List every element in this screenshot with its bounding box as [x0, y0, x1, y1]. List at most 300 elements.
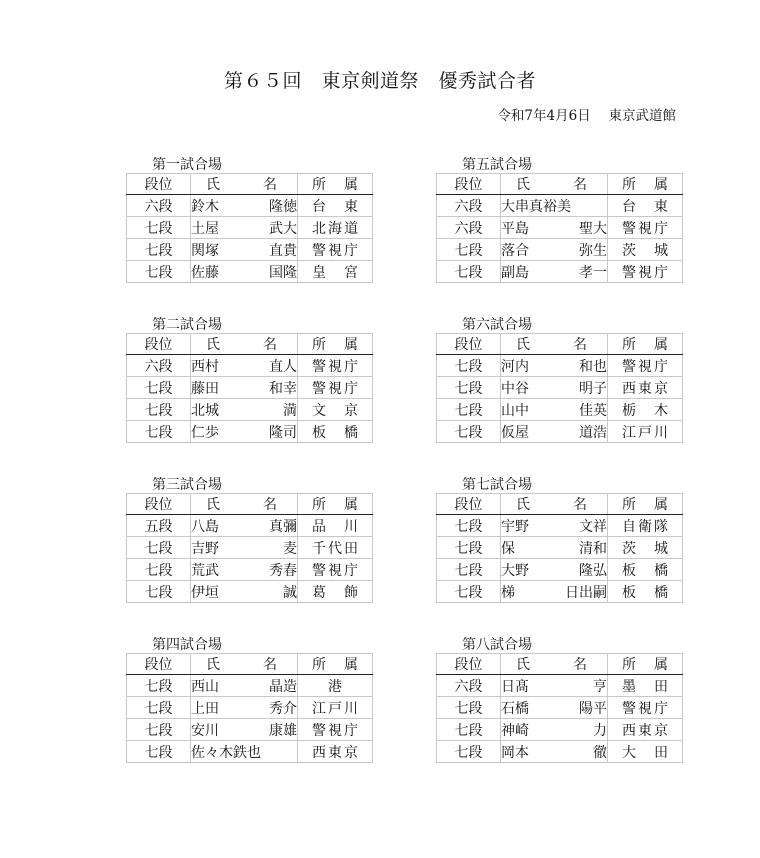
roster-table	[436, 173, 683, 283]
family-name: 西村	[191, 358, 219, 375]
affiliation-cell	[608, 537, 683, 559]
name-cell	[191, 421, 298, 443]
header-row	[127, 654, 373, 675]
affiliation-value: 港	[328, 678, 342, 695]
affiliation-cell	[608, 399, 683, 421]
affiliation-cell	[298, 741, 373, 763]
affiliation-header	[608, 174, 683, 195]
venue-4	[126, 637, 372, 763]
rank-cell: 六段	[127, 355, 191, 377]
affiliation-value: 西東京	[312, 744, 358, 761]
family-name: 西山	[191, 678, 219, 695]
name-cell	[501, 355, 608, 377]
affiliation-cell	[608, 421, 683, 443]
affiliation-cell	[608, 581, 683, 603]
family-name: 岡本	[501, 744, 529, 761]
rank-cell: 七段	[127, 261, 191, 283]
header-row	[127, 334, 373, 355]
family-name: 保	[501, 540, 515, 557]
affiliation-value: 墨 田	[622, 678, 668, 695]
rank-cell: 七段	[127, 741, 191, 763]
header-row	[127, 494, 373, 515]
affiliation-value: 警視庁	[312, 380, 358, 397]
name-header-family: 氏	[206, 657, 220, 673]
page-title: 第６５回 東京剣道祭 優秀試合者	[223, 70, 536, 92]
affiliation-value: 葛 飾	[312, 584, 358, 601]
given-name: 佳英	[579, 402, 607, 419]
venue-name: 第四試合場	[152, 637, 222, 653]
name-header	[501, 334, 608, 355]
affiliation-value: 茨 城	[622, 540, 668, 557]
affiliation-cell	[298, 581, 373, 603]
affiliation-cell	[298, 719, 373, 741]
affiliation-value: 警視庁	[622, 220, 668, 237]
table-row	[127, 261, 373, 283]
venue-6	[436, 317, 682, 443]
affiliation-header-label: 所 属	[312, 177, 358, 193]
venue-name: 第七試合場	[462, 477, 532, 493]
name-cell	[191, 217, 298, 239]
rank-header: 段位	[127, 174, 191, 195]
venue-7	[436, 477, 682, 603]
given-name: 麦	[283, 540, 297, 557]
table-row	[437, 515, 683, 537]
affiliation-value: 警視庁	[312, 358, 358, 375]
rank-cell: 七段	[127, 559, 191, 581]
table-row	[127, 675, 373, 697]
affiliation-cell	[298, 421, 373, 443]
affiliation-cell	[298, 355, 373, 377]
rank-header: 段位	[127, 334, 191, 355]
family-name: 石橋	[501, 700, 529, 717]
given-name: 道浩	[579, 424, 607, 441]
table-row	[437, 217, 683, 239]
name-cell	[501, 399, 608, 421]
table-row	[437, 719, 683, 741]
name-cell	[191, 559, 298, 581]
affiliation-header-label: 所 属	[312, 337, 358, 353]
name-header	[501, 654, 608, 675]
table-row	[127, 399, 373, 421]
name-cell	[191, 239, 298, 261]
affiliation-cell	[298, 537, 373, 559]
affiliation-header	[298, 654, 373, 675]
family-name: 神崎	[501, 722, 529, 739]
given-name: 隆司	[269, 424, 297, 441]
rank-header: 段位	[437, 334, 501, 355]
affiliation-header-label: 所 属	[622, 177, 668, 193]
name-header-given: 名	[573, 177, 587, 193]
venue-name: 第三試合場	[152, 477, 222, 493]
given-name: 直人	[269, 358, 297, 375]
affiliation-cell	[298, 675, 373, 697]
name-cell	[501, 261, 608, 283]
venue-8	[436, 637, 682, 763]
rank-cell: 七段	[437, 559, 501, 581]
family-name: 佐々木鉄也	[191, 744, 261, 761]
affiliation-value: 警視庁	[622, 264, 668, 281]
affiliation-value: 警視庁	[312, 562, 358, 579]
table-row	[437, 399, 683, 421]
name-header	[191, 174, 298, 195]
rank-cell: 七段	[127, 217, 191, 239]
affiliation-header-label: 所 属	[622, 657, 668, 673]
name-header-given: 名	[263, 337, 277, 353]
name-header-family: 氏	[206, 337, 220, 353]
given-name: 晶造	[269, 678, 297, 695]
affiliation-cell	[298, 515, 373, 537]
venue-1	[126, 157, 372, 283]
name-cell	[191, 515, 298, 537]
given-name: 真彌	[269, 518, 297, 535]
roster-table	[126, 493, 373, 603]
affiliation-value: 警視庁	[622, 358, 668, 375]
given-name: 聖大	[579, 220, 607, 237]
name-header-given: 名	[263, 497, 277, 513]
rank-cell: 七段	[437, 581, 501, 603]
family-name: 山中	[501, 402, 529, 419]
rank-cell: 七段	[437, 515, 501, 537]
roster-table	[436, 653, 683, 763]
table-row	[127, 559, 373, 581]
event-date-venue: 令和7年4月6日 東京武道館	[497, 108, 676, 124]
name-header-given: 名	[263, 177, 277, 193]
family-name: 鈴木	[191, 198, 219, 215]
name-header-family: 氏	[516, 177, 530, 193]
rank-header: 段位	[437, 174, 501, 195]
given-name: 秀春	[269, 562, 297, 579]
affiliation-cell	[608, 675, 683, 697]
name-cell	[501, 719, 608, 741]
given-name: 孝一	[579, 264, 607, 281]
name-cell	[501, 581, 608, 603]
rank-cell: 七段	[127, 239, 191, 261]
given-name: 徹	[593, 744, 607, 761]
name-header	[191, 494, 298, 515]
table-row	[127, 697, 373, 719]
affiliation-cell	[298, 697, 373, 719]
given-name: 秀介	[269, 700, 297, 717]
table-row	[127, 421, 373, 443]
table-row	[127, 217, 373, 239]
affiliation-header-label: 所 属	[622, 337, 668, 353]
venue-name: 第六試合場	[462, 317, 532, 333]
table-row	[437, 581, 683, 603]
name-cell	[191, 377, 298, 399]
rank-cell: 七段	[437, 719, 501, 741]
table-row	[437, 559, 683, 581]
affiliation-cell	[298, 559, 373, 581]
header-row	[437, 654, 683, 675]
table-row	[437, 195, 683, 217]
affiliation-value: 北海道	[312, 220, 358, 237]
rank-header: 段位	[437, 654, 501, 675]
venue-2	[126, 317, 372, 443]
name-cell	[501, 537, 608, 559]
rank-cell: 七段	[437, 741, 501, 763]
affiliation-cell	[298, 377, 373, 399]
affiliation-cell	[298, 399, 373, 421]
table-row	[437, 421, 683, 443]
affiliation-value: 千代田	[312, 540, 358, 557]
affiliation-header-label: 所 属	[312, 657, 358, 673]
affiliation-header	[608, 334, 683, 355]
name-cell	[191, 355, 298, 377]
affiliation-header	[298, 334, 373, 355]
rank-header: 段位	[127, 494, 191, 515]
affiliation-header-label: 所 属	[622, 497, 668, 513]
name-header-family: 氏	[516, 657, 530, 673]
affiliation-cell	[608, 355, 683, 377]
rank-cell: 七段	[437, 537, 501, 559]
roster-table	[126, 173, 373, 283]
name-header-family: 氏	[516, 497, 530, 513]
table-row	[127, 377, 373, 399]
given-name: 隆徳	[269, 198, 297, 215]
given-name: 和也	[579, 358, 607, 375]
given-name: 康雄	[269, 722, 297, 739]
family-name: 北城	[191, 402, 219, 419]
family-name: 平島	[501, 220, 529, 237]
rank-cell: 六段	[437, 217, 501, 239]
affiliation-value: 品 川	[312, 518, 358, 535]
table-row	[127, 741, 373, 763]
family-name: 仁歩	[191, 424, 219, 441]
affiliation-value: 板 橋	[622, 584, 668, 601]
given-name: 国隆	[269, 264, 297, 281]
name-cell	[501, 239, 608, 261]
venue-name: 第五試合場	[462, 157, 532, 173]
rank-cell: 七段	[437, 421, 501, 443]
affiliation-value: 栃 木	[622, 402, 668, 419]
rank-cell: 七段	[127, 719, 191, 741]
given-name: 亨	[593, 678, 607, 695]
rank-cell: 七段	[437, 697, 501, 719]
roster-table	[436, 493, 683, 603]
given-name: 弥生	[579, 242, 607, 259]
affiliation-header	[608, 494, 683, 515]
rank-cell: 七段	[437, 261, 501, 283]
family-name: 佐藤	[191, 264, 219, 281]
family-name: 安川	[191, 722, 219, 739]
rank-cell: 七段	[127, 421, 191, 443]
name-cell	[501, 421, 608, 443]
family-name: 宇野	[501, 518, 529, 535]
name-cell	[501, 559, 608, 581]
name-header	[501, 174, 608, 195]
rank-cell: 七段	[437, 239, 501, 261]
family-name: 仮屋	[501, 424, 529, 441]
affiliation-cell	[608, 719, 683, 741]
table-row	[437, 261, 683, 283]
affiliation-cell	[608, 559, 683, 581]
given-name: 明子	[579, 380, 607, 397]
affiliation-value: 西東京	[622, 722, 668, 739]
name-cell	[501, 217, 608, 239]
family-name: 荒武	[191, 562, 219, 579]
affiliation-cell	[608, 261, 683, 283]
name-cell	[191, 581, 298, 603]
venue-name: 第八試合場	[462, 637, 532, 653]
family-name: 吉野	[191, 540, 219, 557]
affiliation-value: 警視庁	[622, 700, 668, 717]
name-header-family: 氏	[206, 497, 220, 513]
name-header	[191, 334, 298, 355]
header-row	[437, 494, 683, 515]
rank-header: 段位	[437, 494, 501, 515]
name-header-given: 名	[263, 657, 277, 673]
rank-cell: 六段	[437, 195, 501, 217]
name-header	[501, 494, 608, 515]
table-row	[437, 377, 683, 399]
header-row	[437, 334, 683, 355]
affiliation-value: 警視庁	[312, 242, 358, 259]
affiliation-value: 茨 城	[622, 242, 668, 259]
affiliation-value: 自衛隊	[622, 518, 668, 535]
name-cell	[191, 399, 298, 421]
roster-table	[126, 333, 373, 443]
roster-table	[126, 653, 373, 763]
given-name: 満	[283, 402, 297, 419]
name-header-given: 名	[573, 497, 587, 513]
affiliation-value: 板 橋	[622, 562, 668, 579]
affiliation-header	[298, 494, 373, 515]
affiliation-cell	[298, 261, 373, 283]
table-row	[437, 239, 683, 261]
affiliation-cell	[298, 239, 373, 261]
table-row	[127, 515, 373, 537]
family-name: 八島	[191, 518, 219, 535]
affiliation-value: 警視庁	[312, 722, 358, 739]
given-name: 清和	[579, 540, 607, 557]
given-name: 文祥	[579, 518, 607, 535]
table-row	[437, 741, 683, 763]
affiliation-value: 皇 宮	[312, 264, 358, 281]
affiliation-value: 江戸川	[622, 424, 668, 441]
rank-cell: 七段	[437, 399, 501, 421]
affiliation-value: 文 京	[312, 402, 358, 419]
family-name: 落合	[501, 242, 529, 259]
rank-cell: 七段	[437, 377, 501, 399]
rank-cell: 七段	[437, 355, 501, 377]
table-row	[127, 537, 373, 559]
name-header-given: 名	[573, 657, 587, 673]
name-header-family: 氏	[516, 337, 530, 353]
rank-cell: 七段	[127, 581, 191, 603]
table-row	[437, 697, 683, 719]
venue-5	[436, 157, 682, 283]
venue-name: 第一試合場	[152, 157, 222, 173]
affiliation-cell	[608, 697, 683, 719]
affiliation-cell	[608, 217, 683, 239]
roster-table	[436, 333, 683, 443]
name-header-given: 名	[573, 337, 587, 353]
table-row	[437, 675, 683, 697]
rank-cell: 五段	[127, 515, 191, 537]
name-cell	[501, 515, 608, 537]
given-name: 直貴	[269, 242, 297, 259]
given-name: 日出嗣	[565, 584, 607, 601]
family-name: 伊垣	[191, 584, 219, 601]
family-name: 大串真裕美	[501, 198, 571, 215]
family-name: 藤田	[191, 380, 219, 397]
affiliation-value: 板 橋	[312, 424, 358, 441]
given-name: 誠	[283, 584, 297, 601]
name-cell	[191, 537, 298, 559]
table-row	[127, 719, 373, 741]
name-cell	[191, 675, 298, 697]
given-name: 陽平	[579, 700, 607, 717]
name-cell	[191, 261, 298, 283]
affiliation-cell	[608, 239, 683, 261]
family-name: 梯	[501, 584, 515, 601]
affiliation-header-label: 所 属	[312, 497, 358, 513]
table-row	[437, 537, 683, 559]
name-cell	[191, 697, 298, 719]
affiliation-header	[608, 654, 683, 675]
name-header-family: 氏	[206, 177, 220, 193]
given-name: 隆弘	[579, 562, 607, 579]
table-row	[127, 355, 373, 377]
name-cell	[501, 377, 608, 399]
affiliation-cell	[298, 195, 373, 217]
name-cell	[191, 195, 298, 217]
given-name: 力	[593, 722, 607, 739]
rank-header: 段位	[127, 654, 191, 675]
family-name: 関塚	[191, 242, 219, 259]
affiliation-cell	[298, 217, 373, 239]
name-cell	[501, 675, 608, 697]
affiliation-cell	[608, 741, 683, 763]
rank-cell: 七段	[127, 537, 191, 559]
affiliation-value: 大 田	[622, 744, 668, 761]
venue-3	[126, 477, 372, 603]
affiliation-value: 江戸川	[312, 700, 358, 717]
rank-cell: 六段	[437, 675, 501, 697]
rank-cell: 六段	[127, 195, 191, 217]
name-header	[191, 654, 298, 675]
name-cell	[501, 741, 608, 763]
given-name: 和幸	[269, 380, 297, 397]
name-cell	[501, 195, 608, 217]
header-row	[437, 174, 683, 195]
name-cell	[191, 741, 298, 763]
rank-cell: 七段	[127, 399, 191, 421]
header-row	[127, 174, 373, 195]
affiliation-value: 台 東	[312, 198, 358, 215]
family-name: 土屋	[191, 220, 219, 237]
family-name: 中谷	[501, 380, 529, 397]
venue-name: 第二試合場	[152, 317, 222, 333]
rank-cell: 七段	[127, 675, 191, 697]
affiliation-cell	[608, 377, 683, 399]
table-row	[127, 581, 373, 603]
family-name: 河内	[501, 358, 529, 375]
affiliation-cell	[608, 195, 683, 217]
table-row	[437, 355, 683, 377]
family-name: 上田	[191, 700, 219, 717]
name-cell	[191, 719, 298, 741]
name-cell	[501, 697, 608, 719]
affiliation-value: 西東京	[622, 380, 668, 397]
rank-cell: 七段	[127, 697, 191, 719]
table-row	[127, 195, 373, 217]
affiliation-header	[298, 174, 373, 195]
affiliation-cell	[608, 515, 683, 537]
rank-cell: 七段	[127, 377, 191, 399]
affiliation-value: 台 東	[622, 198, 668, 215]
family-name: 副島	[501, 264, 529, 281]
